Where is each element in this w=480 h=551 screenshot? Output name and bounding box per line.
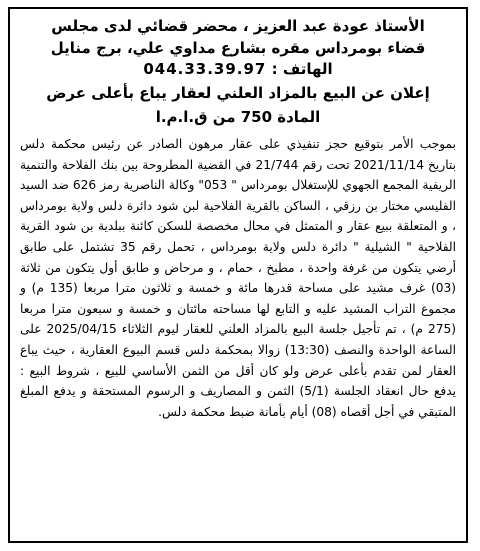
phone-number: 044.33.39.97 bbox=[143, 60, 267, 78]
bailiff-address-line: قضاء بومرداس مقره بشارع مداوي علي، برج منايل bbox=[50, 39, 426, 57]
bailiff-name-line: الأستاذ عودة عبد العزيز ، محضر قضائي لدى مجلس bbox=[51, 17, 425, 35]
phone-label: الهاتف : bbox=[271, 60, 333, 78]
legal-notice bbox=[8, 7, 468, 543]
notice-body: بموجب الأمر بتوقيع حجز تنفيذي على عقار مرهون الصادر عن رئيس محكمة دلس بتاريخ 2021/11/14 تحت رقم 21/744 في القضية المطروحة بين بنك الفلاحة والتنمية الريفية المجمع الجهوي للإستغلال بومرداس " 053" وكالة الناصرية رمز 626 ضد السيد الفليسي مختار بن رزقي ، الساكن بالقرية الفلاحية لبن شود دائرة دلس ولاية بومرداس ، و المتعلقة ببيع عقار و المتمثل في محال مخصصة للسكن كائنة ببلدية بن شود القرية الفلاحية " الشيلية " دائرة دلس ولاية بومرداس ، تحمل رقم 35 تشتمل على طابق أرضي يتكون من غرفة واحدة ، مطبخ ، حمام ، و مرحاض و طابق أول يتكون من ثلاثة (03) غرف مشيد على مساحة قدرها مائة و خمسة و ثلاثون مترا مربعا (135 م) و مجموع التراب المشيد عليه و التابع لها مساحته مائتان و خمسة و سبعون مترا مربعا (275 م) ، تم تأجيل جلسة البيع بالمزاد العلني للعقار ليوم الثلاثاء 2025/04/15 على الساعة الواحدة والنصف (13:30) زوالا بمحكمة دلس قسم البيوع العقارية ، حيث يباع العقار لمن تقدم بأعلى عرض ولو كان أقل من الثمن الأساسي للبيع ، شروط البيع : يدفع حال انعقاد الجلسة (5/1) الثمن و المصاريف و الرسوم المستحقة و يدفع المبلغ المتبقي في أجل أقصاه (08) أيام بأمانة ضبط محكمة دلس. bbox=[20, 137, 457, 419]
notice-title: إعلان عن البيع بالمزاد العلني لعقار يباع بأعلى عرض bbox=[46, 84, 430, 102]
notice-article: المادة 750 من ق.ا.م.ا bbox=[155, 108, 321, 126]
phone-line bbox=[20, 59, 456, 80]
